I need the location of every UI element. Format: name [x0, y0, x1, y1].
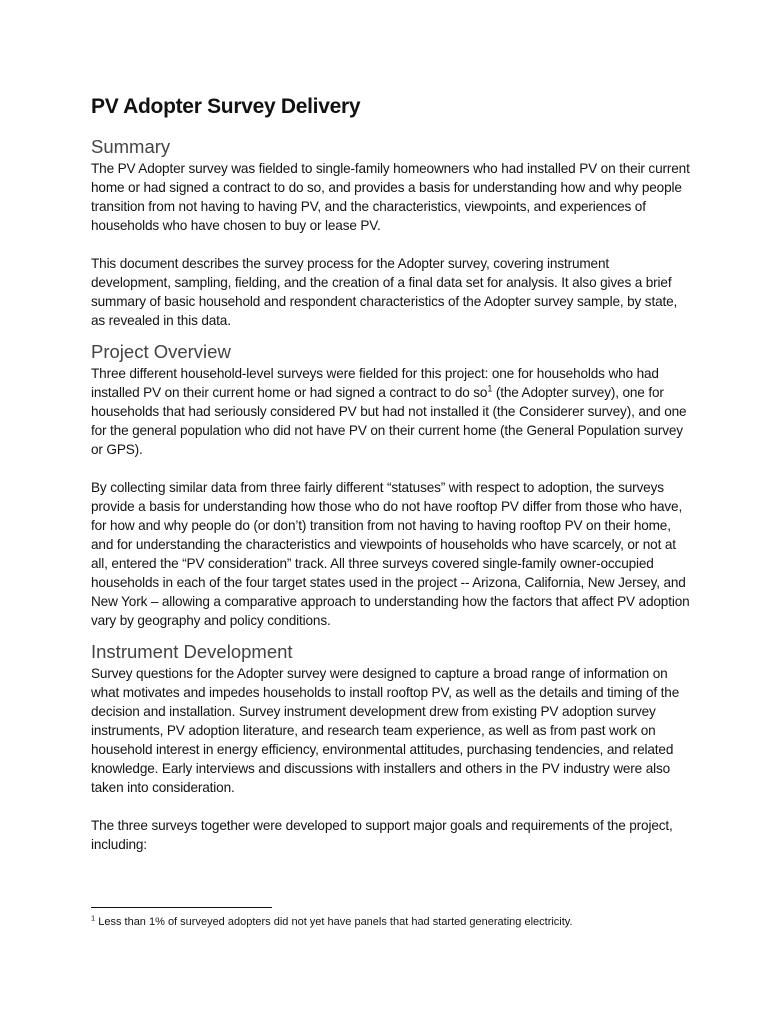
summary-paragraph-1: The PV Adopter survey was fielded to single-family homeowners who had installed PV on their current home or had signed a contract to do so, and provides a basis for understanding how and why people transition from not having to having PV, and the characteristics, viewpoints, and experiences of households who have chosen to buy or lease PV. [91, 161, 690, 233]
section-heading-instrument-development: Instrument Development [91, 641, 293, 662]
project-overview-paragraph-2: By collecting similar data from three fairly different “statuses” with respect to adoption, the surveys provide a basis for understanding how those who do not have rooftop PV differ from those who have, for how and why people do (or don’t) transition from not having to having rooftop PV on their home, and for understanding the characteristics and viewpoints of households who have scarcely, or not at all, entered the “PV consideration” track. All three surveys covered single-family owner-occupied households in each of the four target states used in the project -- Arizona, California, New Jersey, and New York – allowing a comparative approach to understanding how the factors that affect PV adoption vary by geography and policy conditions. [91, 480, 690, 628]
instrument-development-paragraph-1: Survey questions for the Adopter survey were designed to capture a broad range of information on what motivates and impedes households to install rooftop PV, as well as the details and timing of the decision and installation. Survey instrument development drew from existing PV adoption survey instruments, PV adoption literature, and research team experience, as well as from past work on household interest in energy efficiency, environmental attitudes, purchasing tendencies, and related knowledge. Early interviews and discussions with installers and others in the PV industry were also taken into consideration. [91, 666, 680, 795]
summary-paragraph-2: This document describes the survey process for the Adopter survey, covering instrument development, sampling, fielding, and the creation of a final data set for analysis. It also gives a brief summary of basic household and respondent characteristics of the Adopter survey sample, by state, as revealed in this data. [91, 256, 678, 328]
footnote [91, 915, 691, 929]
footnote-divider [91, 907, 272, 908]
document-title: PV Adopter Survey Delivery [91, 95, 361, 118]
document-body [91, 95, 691, 854]
footnote-text: Less than 1% of surveyed adopters did not yet have panels that had started generating electricity. [95, 916, 573, 928]
project-overview-paragraph-1 [91, 364, 691, 459]
section-heading-project-overview: Project Overview [91, 341, 231, 362]
paragraph-text: (the Adopter survey), one for households that had seriously considered PV but had not installed it (the Considerer survey), and one for the general population who did not have PV on their current home (the General Population survey or GPS). [91, 385, 687, 457]
footnote-number: 1 [91, 913, 96, 923]
section-heading-summary: Summary [91, 136, 171, 157]
instrument-development-paragraph-2: The three surveys together were developed to support major goals and requirements of the project, including: [91, 818, 673, 852]
paragraph-text: Three different household-level surveys were fielded for this project: one for households who had installed PV on their current home or had signed a contract to do so [91, 366, 659, 400]
footnote-reference[interactable]: 1 [487, 383, 493, 394]
